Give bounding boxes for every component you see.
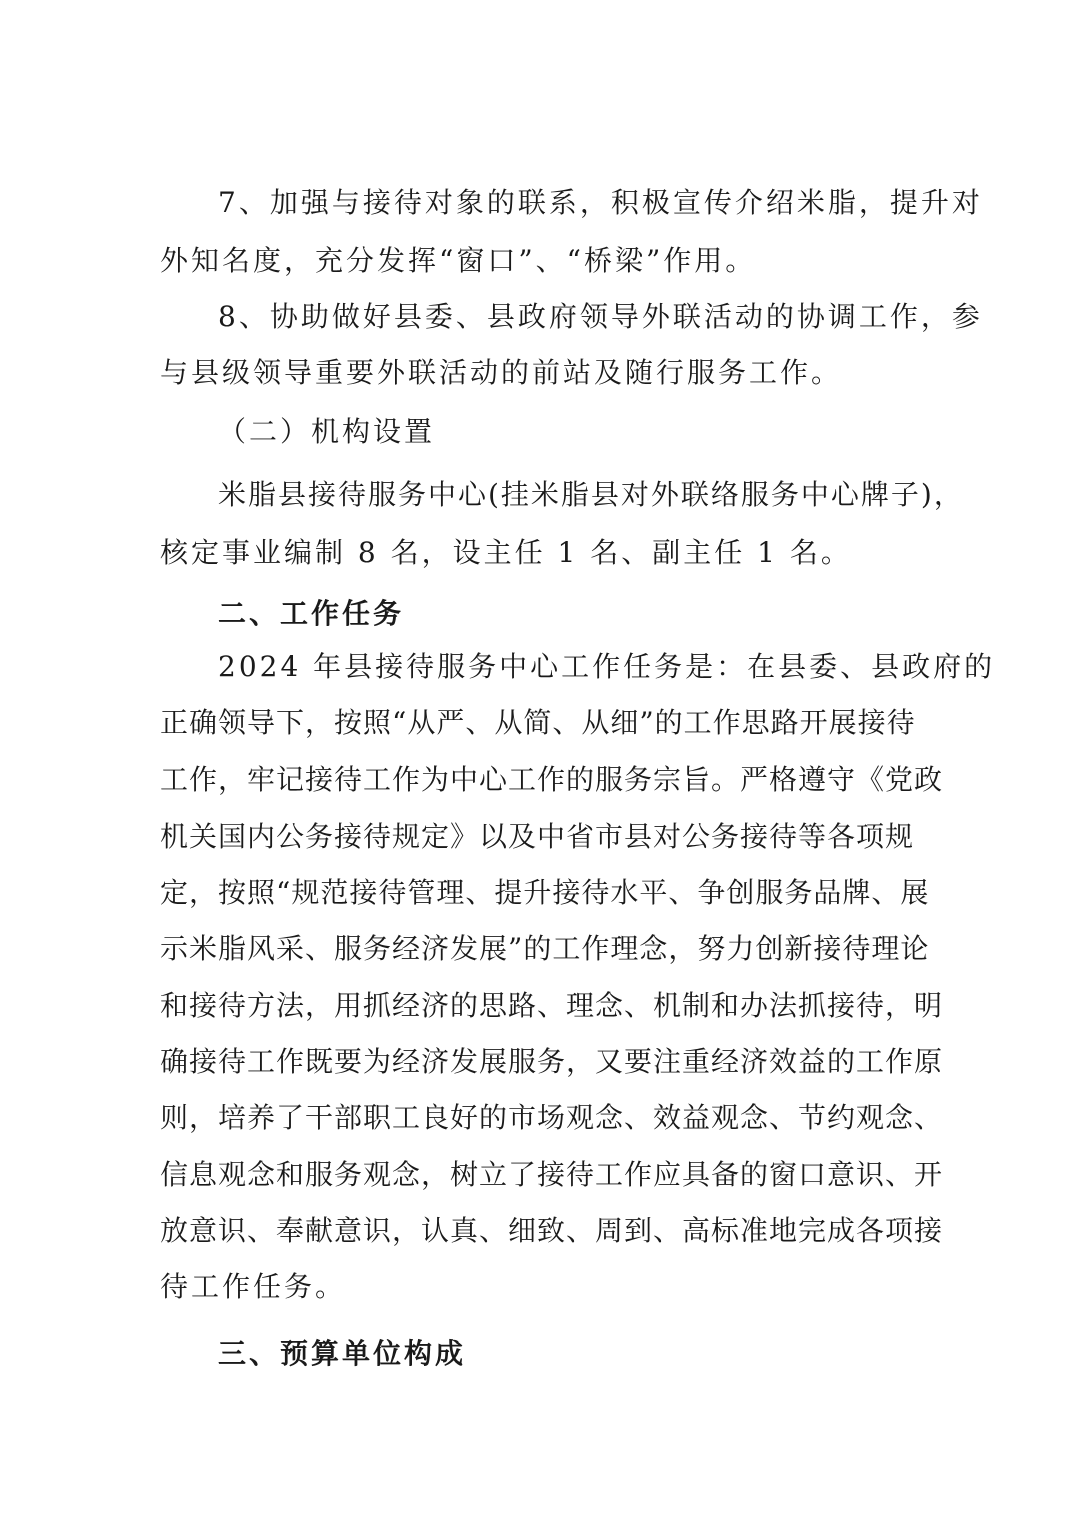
paragraph-line: 与县级领导重要外联活动的前站及随行服务工作。 xyxy=(160,356,843,389)
paragraph-line: 待工作任务。 xyxy=(160,1270,347,1303)
section-heading: 二、工作任务 xyxy=(218,597,405,630)
paragraph-line: 则，培养了干部职工良好的市场观念、效益观念、节约观念、 xyxy=(160,1101,944,1134)
paragraph-line: 核定事业编制 8 名，设主任 1 名、副主任 1 名。 xyxy=(160,536,852,569)
paragraph-line: 和接待方法，用抓经济的思路、理念、机制和办法抓接待，明 xyxy=(160,989,944,1022)
paragraph-line: 8、协助做好县委、县政府领导外联活动的协调工作，参 xyxy=(218,300,983,333)
paragraph-line: 外知名度，充分发挥“窗口”、“桥梁”作用。 xyxy=(160,244,757,277)
paragraph-line: 7、加强与接待对象的联系，积极宣传介绍米脂，提升对 xyxy=(218,186,983,219)
paragraph-line: 2024 年县接待服务中心工作任务是：在县委、县政府的 xyxy=(218,650,996,683)
section-subheading: （二）机构设置 xyxy=(218,415,436,448)
paragraph-line: 正确领导下，按照“从严、从简、从细”的工作思路开展接待 xyxy=(160,706,916,739)
paragraph-line: 放意识、奉献意识，认真、细致、周到、高标准地完成各项接 xyxy=(160,1214,944,1247)
paragraph-line: 定，按照“规范接待管理、提升接待水平、争创服务品牌、展 xyxy=(160,876,930,909)
paragraph-line: 机关国内公务接待规定》以及中省市县对公务接待等各项规 xyxy=(160,820,915,853)
paragraph-line: 示米脂风采、服务经济发展”的工作理念，努力创新接待理论 xyxy=(160,932,930,965)
paragraph-line: 米脂县接待服务中心(挂米脂县对外联络服务中心牌子)， xyxy=(218,478,964,511)
paragraph-line: 工作，牢记接待工作为中心工作的服务宗旨。严格遵守《党政 xyxy=(160,763,944,796)
paragraph-line: 确接待工作既要为经济发展服务，又要注重经济效益的工作原 xyxy=(160,1045,944,1078)
section-heading: 三、预算单位构成 xyxy=(218,1337,467,1370)
paragraph-line: 信息观念和服务观念，树立了接待工作应具备的窗口意识、开 xyxy=(160,1158,944,1191)
